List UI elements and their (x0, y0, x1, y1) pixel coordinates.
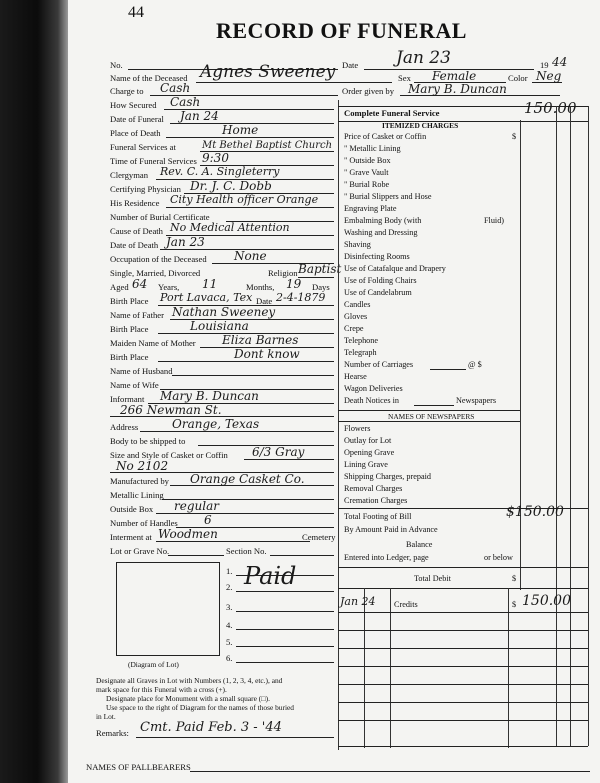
interment-value: Woodmen (158, 527, 218, 541)
field-value: Dr. J. C. Dobb (190, 179, 272, 193)
casket-number: No 2102 (116, 459, 169, 473)
informant-address: 266 Newman St. (120, 403, 222, 417)
service-amount: 150.00 (524, 99, 577, 117)
handles-value: 6 (204, 513, 212, 527)
field-value: Jan 24 (180, 109, 219, 123)
debit-label: Total Debit (414, 574, 451, 583)
charge-item: Hearse (344, 372, 367, 381)
charge-item: " Burial Slippers and Hose (344, 192, 432, 201)
birthplace-value: Port Lavaca, Tex (160, 291, 253, 304)
lot-number: 4. (226, 620, 233, 630)
charge-item: Embalming Body (with (344, 216, 422, 225)
charge-item: Price of Casket or Coffin (344, 132, 427, 141)
instruction-line: Designate place for Monument with a small square (□). (106, 694, 270, 703)
charge-item: Lining Grave (344, 460, 388, 469)
total-footing-label: Total Footing of Bill (344, 512, 412, 521)
field-label: Certifying Physician (110, 184, 181, 194)
lot-label: Lot or Grave No. (110, 546, 170, 556)
aged-years: 64 (132, 277, 148, 291)
charge-item: Gloves (344, 312, 368, 321)
handles-label: Number of Handles (110, 518, 178, 528)
lot-diagram (116, 562, 220, 656)
lining-label: Metallic Lining (110, 490, 164, 500)
birthdate-value: 2-4-1879 (276, 291, 326, 304)
body-label: Body to be shipped to (110, 436, 186, 446)
marital-label: Single, Married, Divorced (110, 268, 201, 278)
year-value: 44 (552, 55, 568, 69)
field-label: Place of Death (110, 128, 161, 138)
charge-label: Charge to (110, 86, 144, 96)
aged-months: 11 (202, 277, 218, 291)
charge-item: Telegraph (344, 348, 377, 357)
charge-item: Disinfecting Rooms (344, 252, 410, 261)
casket-label: Size and Style of Casket or Coffin (110, 450, 228, 460)
charge-item: " Burial Robe (344, 180, 390, 189)
credit-dollar: $ (512, 600, 517, 609)
binding-strip (0, 0, 68, 783)
aged-days: 19 (286, 277, 302, 291)
deceased-name: Agnes Sweeney (200, 62, 336, 82)
field-value: Mt Bethel Baptist Church (202, 140, 333, 151)
field-label: Date of Funeral (110, 114, 164, 124)
or-below-label: or below (484, 553, 513, 562)
newspapers-header: NAMES OF NEWSPAPERS (388, 412, 475, 421)
color-label: Color (508, 73, 528, 83)
field-label: Time of Funeral Services (110, 156, 197, 166)
father-value: Nathan Sweeney (172, 305, 276, 319)
order-label: Order given by (342, 86, 395, 96)
field-value: None (234, 249, 267, 263)
credit-date: Jan 24 (340, 595, 376, 608)
field-label: Cause of Death (110, 226, 163, 236)
informant-label: Informant (110, 394, 145, 404)
cemetery-label: Cemetery (302, 532, 336, 542)
charge-item: " Outside Box (344, 156, 391, 165)
birthplace3-value: Dont know (234, 347, 300, 361)
charge-item: Shaving (344, 240, 371, 249)
field-value: Home (222, 123, 259, 137)
lot-number: 2. (226, 582, 233, 592)
field-value: No Medical Attention (170, 221, 290, 234)
charge-item: Telephone (344, 336, 378, 345)
order-value: Mary B. Duncan (408, 82, 507, 96)
address-value: Orange, Texas (172, 417, 260, 431)
charge-item: Removal Charges (344, 484, 403, 493)
field-value: Rev. C. A. Singleterry (160, 165, 280, 178)
field-value: City Health officer Orange (170, 193, 319, 206)
debit-dollar: $ (512, 574, 517, 583)
field-value: Cash (170, 95, 201, 109)
dollar-sign: $ (512, 132, 517, 141)
page-title: RECORD OF FUNERAL (216, 18, 467, 43)
lot-number: 1. (226, 566, 233, 576)
months-label: Months, (246, 282, 275, 292)
charge-item: Death Notices in (344, 396, 400, 405)
husband-label: Name of Husband (110, 366, 173, 376)
newspapers-label: Newspapers (456, 396, 497, 405)
religion-value: Baptist (298, 262, 342, 276)
charge-item: Engraving Plate (344, 204, 397, 213)
field-value: Jan 23 (166, 235, 205, 249)
record-date: Jan 23 (396, 48, 451, 68)
diagram-caption: (Diagram of Lot) (128, 660, 179, 669)
balance-label: Balance (406, 540, 433, 549)
outside-box-label: Outside Box (110, 504, 154, 514)
informant-value: Mary B. Duncan (160, 389, 259, 403)
charge-item: Cremation Charges (344, 496, 408, 505)
pallbearers-label: NAMES OF PALLBEARERS (86, 762, 191, 772)
charge-item: Use of Folding Chairs (344, 276, 417, 285)
remarks-label: Remarks: (96, 728, 129, 738)
ledger-label: Entered into Ledger, page (344, 553, 429, 562)
service-header: Complete Funeral Service (344, 108, 440, 118)
charge-item: Outlay for Lot (344, 436, 392, 445)
address-label: Address (110, 422, 139, 432)
lot-number: 3. (226, 602, 233, 612)
field-label: Number of Burial Certificate (110, 212, 210, 222)
birthdate-label: Date (256, 296, 273, 306)
mother-label: Maiden Name of Mother (110, 338, 196, 348)
instruction-line: in Lot. (96, 712, 116, 721)
years-label: Years, (158, 282, 180, 292)
instruction-line: Use space to the right of Diagram for the names of those buried (106, 703, 294, 712)
no-label: No. (110, 60, 123, 70)
mother-value: Eliza Barnes (222, 333, 299, 347)
charge-item: Opening Grave (344, 448, 395, 457)
date-label: Date (342, 60, 359, 70)
credit-value: 150.00 (522, 593, 571, 609)
at-label: @ $ (468, 360, 482, 369)
lot-number: 6. (226, 653, 233, 663)
fluid-label: Fluid) (484, 216, 505, 225)
wife-label: Name of Wife (110, 380, 159, 390)
field-label: Date of Death (110, 240, 159, 250)
credits-label: Credits (394, 600, 418, 609)
birthplace3-label: Birth Place (110, 352, 149, 362)
section-label: Section No. (226, 546, 267, 556)
days-label: Days (312, 282, 330, 292)
field-label: Funeral Services at (110, 142, 176, 152)
manufacturer-label: Manufactured by (110, 476, 169, 486)
itemized-header: ITEMIZED CHARGES (382, 121, 459, 130)
interment-label: Interment at (110, 532, 152, 542)
field-label: His Residence (110, 198, 160, 208)
birthplace2-label: Birth Place (110, 324, 149, 334)
page-number: 44 (128, 4, 144, 21)
deceased-label: Name of the Deceased (110, 73, 188, 83)
sex-label: Sex (398, 73, 411, 83)
advance-label: By Amount Paid in Advance (344, 525, 438, 534)
charge-value: Cash (160, 81, 191, 95)
charge-item: " Grave Vault (344, 168, 389, 177)
charge-item: Use of Candelabrum (344, 288, 412, 297)
lot-paid-note: Paid (244, 562, 297, 590)
lot-number: 5. (226, 637, 233, 647)
year-prefix: 19 (540, 60, 549, 70)
charge-item: Crepe (344, 324, 364, 333)
field-label: How Secured (110, 100, 157, 110)
charge-item: Flowers (344, 424, 371, 433)
outside-box-value: regular (174, 499, 219, 513)
charge-item: Washing and Dressing (344, 228, 418, 237)
field-label: Occupation of the Deceased (110, 254, 207, 264)
manufacturer-value: Orange Casket Co. (190, 472, 305, 486)
total-footing-value: $150.00 (506, 504, 564, 520)
birthplace-label: Birth Place (110, 296, 149, 306)
charge-item: Wagon Deliveries (344, 384, 403, 393)
charge-item: Number of Carriages (344, 360, 414, 369)
father-label: Name of Father (110, 310, 164, 320)
instruction-line: Designate all Graves in Lot with Numbers (1, 2, 3, 4, etc.), and (96, 676, 283, 685)
color-value: Neg (536, 69, 562, 83)
field-label: Clergyman (110, 170, 149, 180)
remarks-value: Cmt. Paid Feb. 3 - '44 (140, 720, 282, 735)
aged-label: Aged (110, 282, 129, 292)
birthplace2-value: Louisiana (190, 319, 249, 333)
sex-value: Female (432, 69, 477, 83)
field-value: 9:30 (202, 151, 229, 165)
charge-item: " Metallic Lining (344, 144, 401, 153)
charge-item: Shipping Charges, prepaid (344, 472, 431, 481)
casket-value: 6/3 Gray (252, 445, 305, 459)
instruction-line: mark space for this Funeral with a cross (+). (96, 685, 227, 694)
charge-item: Candles (344, 300, 371, 309)
charge-item: Use of Catafalque and Drapery (344, 264, 446, 273)
religion-label: Religion (268, 268, 298, 278)
